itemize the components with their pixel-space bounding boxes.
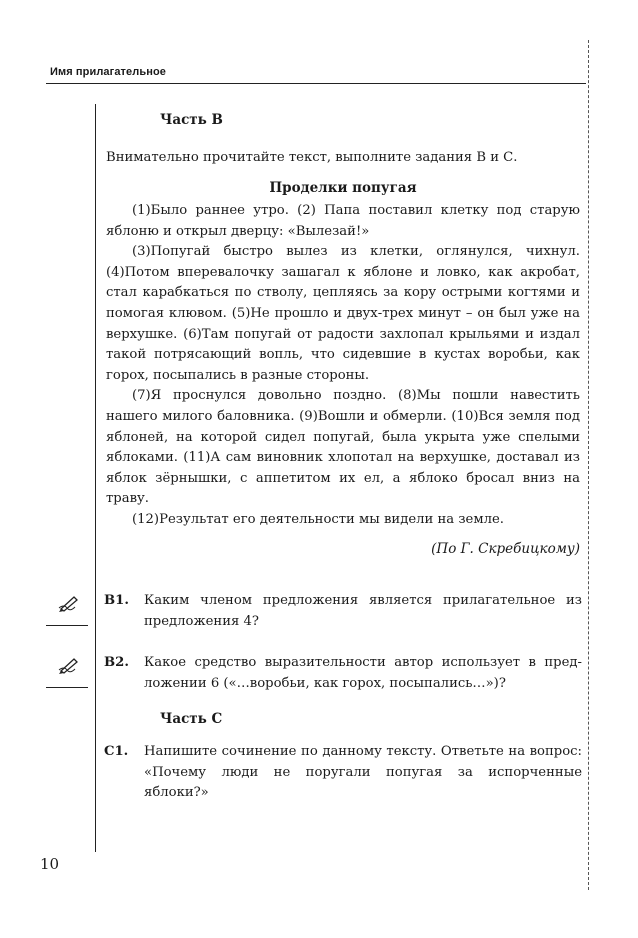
page-number: 10	[40, 855, 60, 873]
task-b1	[104, 591, 582, 632]
answer-line	[46, 687, 88, 688]
paragraph: (3)Попугай быстро вылез из клетки, оглянулся, чихнул. (4)Потом вперевалочку зашагал к яблоне и ловко, как акробат, стал карабкаться по стволу, цепляясь за кору острыми когтями и помогая клювом. (5)Не прошло и двух-трех минут – он был уже на верхушке. (6)Там попугай от радости захлопал крыльями и издал такой потрясающий вопль, что сидевшие в кустах воробьи, как горох, посыпались в разные стороны.	[106, 244, 580, 383]
pencil-icon	[58, 656, 80, 674]
task-label: С1.	[104, 744, 129, 759]
task-question: Напишите сочинение по данному тексту. Ответьте на вопрос: «Почему люди не поругали попугая за испорченные яблоки?»	[144, 744, 582, 801]
header-rule	[46, 83, 586, 84]
text-title: Проделки попугая	[269, 180, 417, 196]
task-label: В1.	[104, 593, 129, 608]
margin-line	[95, 104, 96, 852]
paragraph: (1)Было раннее утро. (2) Папа поставил клетку под старую яблоню и открыл дверцу: «Вылезай!»	[106, 203, 580, 239]
part-b-title: Часть В	[160, 112, 223, 128]
pencil-icon	[58, 594, 80, 612]
paragraph: (7)Я проснулся довольно поздно. (8)Мы пошли навестить нашего милого баловника. (9)Вошли и обмерли. (10)Вся земля под яблоней, на которой сидел попугай, была укрыта уже спелыми яблоками. (11)А сам виновник хлопотал на верхушке, доставал из яблок зёрнышки, с аппетитом их ел, а яблоко бросал вниз на траву.	[106, 388, 580, 507]
task-c1	[104, 742, 582, 804]
section-header: Имя прилагательное	[50, 66, 166, 78]
answer-line	[46, 625, 88, 626]
task-label: В2.	[104, 655, 129, 670]
part-b-intro: Внимательно прочитайте текст, выполните задания В и С.	[106, 150, 518, 165]
cut-line	[588, 40, 589, 890]
author-attribution: (По Г. Скребицкому)	[431, 541, 580, 557]
story-text	[106, 201, 580, 531]
task-b2	[104, 653, 582, 694]
part-c-title: Часть С	[160, 711, 223, 727]
paragraph: (12)Результат его деятельности мы видели на земле.	[132, 511, 504, 527]
task-question: Какое средство выразительности автор использует в предложении 6 («…воробьи, как горох, посыпались…»)?	[144, 655, 582, 691]
task-question: Каким членом предложения является прилагательное из предложения 4?	[144, 593, 582, 629]
